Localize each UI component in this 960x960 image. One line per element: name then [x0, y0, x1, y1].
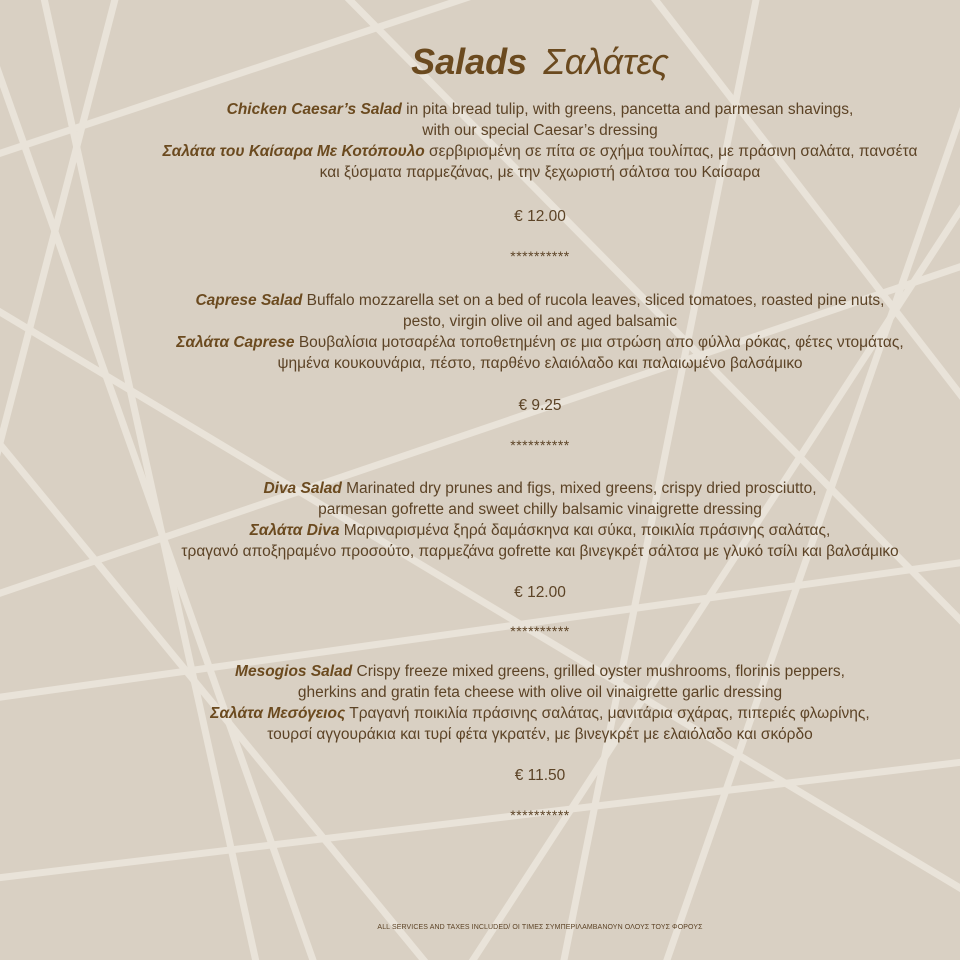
item-greek-line-2: ψημένα κουκουνάρια, πέστο, παρθένο ελαιόλαδο και παλαιωμένο βαλσάμικο	[277, 355, 803, 372]
item-english-line-2: parmesan gofrette and sweet chilly balsamic vinaigrette dressing	[318, 501, 762, 518]
separator: **********	[510, 248, 570, 264]
item-english-name: Chicken Caesar’s Salad	[226, 101, 402, 118]
item-english-name: Caprese Salad	[195, 292, 303, 309]
item-english-name: Diva Salad	[263, 480, 342, 497]
salads-menu	[140, 0, 940, 960]
separator: **********	[510, 623, 570, 639]
item-english-line-2: with our special Caesar’s dressing	[422, 122, 658, 139]
menu-item-diva	[140, 478, 940, 562]
item-english-line-1	[140, 290, 940, 311]
item-greek-name: Σαλάτα του Καίσαρα Με Κοτόπουλο	[162, 143, 425, 160]
item-greek-line-2: τραγανό αποξηραμένο προσούτο, παρμεζάνα gofrette και βινεγκρέτ σάλτσα με γλυκό τσίλι και βαλσάμικο	[181, 543, 899, 560]
item-english-line-1	[140, 661, 940, 682]
menu-item-caprese	[140, 290, 940, 374]
item-greek-line-1	[140, 332, 940, 353]
title-english: Salads	[411, 41, 528, 82]
item-english-line-1	[140, 478, 940, 499]
price-label: € 11.50	[514, 767, 566, 784]
item-english-name: Mesogios Salad	[235, 663, 353, 680]
separator: **********	[510, 807, 570, 823]
item-english-desc: Buffalo mozzarella set on a bed of rucola leaves, sliced tomatoes, roasted pine nuts,	[302, 292, 885, 309]
item-english-desc: Crispy freeze mixed greens, grilled oyster mushrooms, florinis peppers,	[352, 663, 845, 680]
item-greek-line-2: τουρσί αγγουράκια και τυρί φέτα γκρατέν, με βινεγκρέτ με ελαιόλαδο και σκόρδο	[267, 726, 813, 743]
menu-item-chicken-caesar	[140, 99, 940, 183]
menu-title	[140, 38, 940, 86]
item-greek-desc: Μαριναρισμένα ξηρά δαμάσκηνα και σύκα, ποικιλία πράσινης σαλάτας,	[339, 522, 831, 539]
item-english-desc: in pita bread tulip, with greens, pancetta and parmesan shavings,	[401, 101, 854, 118]
title-greek: Σαλάτες	[543, 41, 669, 82]
item-greek-desc: Βουβαλίσια μοτσαρέλα τοποθετημένη σε μια στρώση απο φύλλα ρόκας, φέτες ντομάτας,	[294, 334, 904, 351]
item-greek-name: Σαλάτα Μεσόγειος	[210, 705, 346, 722]
price-label: € 12.00	[514, 208, 566, 225]
item-greek-line-1	[140, 703, 940, 724]
item-greek-line-1	[140, 141, 940, 162]
item-english-line-2: pesto, virgin olive oil and aged balsamic	[403, 313, 677, 330]
item-greek-desc: σερβιρισμένη σε πίτα σε σχήμα τουλίπας, με πράσινη σαλάτα, πανσέτα	[424, 143, 918, 160]
item-english-line-2: gherkins and gratin feta cheese with olive oil vinaigrette garlic dressing	[297, 684, 783, 701]
item-english-desc: Marinated dry prunes and figs, mixed greens, crispy dried prosciutto,	[341, 480, 817, 497]
footer-note: ALL SERVICES AND TAXES INCLUDED/ ΟΙ ΤΙΜΕΣ ΣΥΜΠΕΡΙΛΑΜΒΑΝΟΥΝ ΟΛΟΥΣ ΤΟΥΣ ΦΟΡΟΥΣ	[377, 924, 703, 931]
item-english-line-1	[140, 99, 940, 120]
item-greek-desc: Τραγανή ποικιλία πράσινης σαλάτας, μανιτάρια σχάρας, πιπεριές φλωρίνης,	[345, 705, 870, 722]
separator: **********	[510, 437, 570, 453]
item-greek-line-1	[140, 520, 940, 541]
item-greek-name: Σαλάτα Diva	[249, 522, 340, 539]
menu-item-mesogios	[140, 661, 940, 745]
item-greek-line-2: και ξύσματα παρμεζάνας, με την ξεχωριστή σάλτσα του Καίσαρα	[319, 164, 761, 181]
price-label: € 9.25	[518, 397, 562, 414]
item-greek-name: Σαλάτα Caprese	[176, 334, 295, 351]
price-label: € 12.00	[514, 584, 566, 601]
